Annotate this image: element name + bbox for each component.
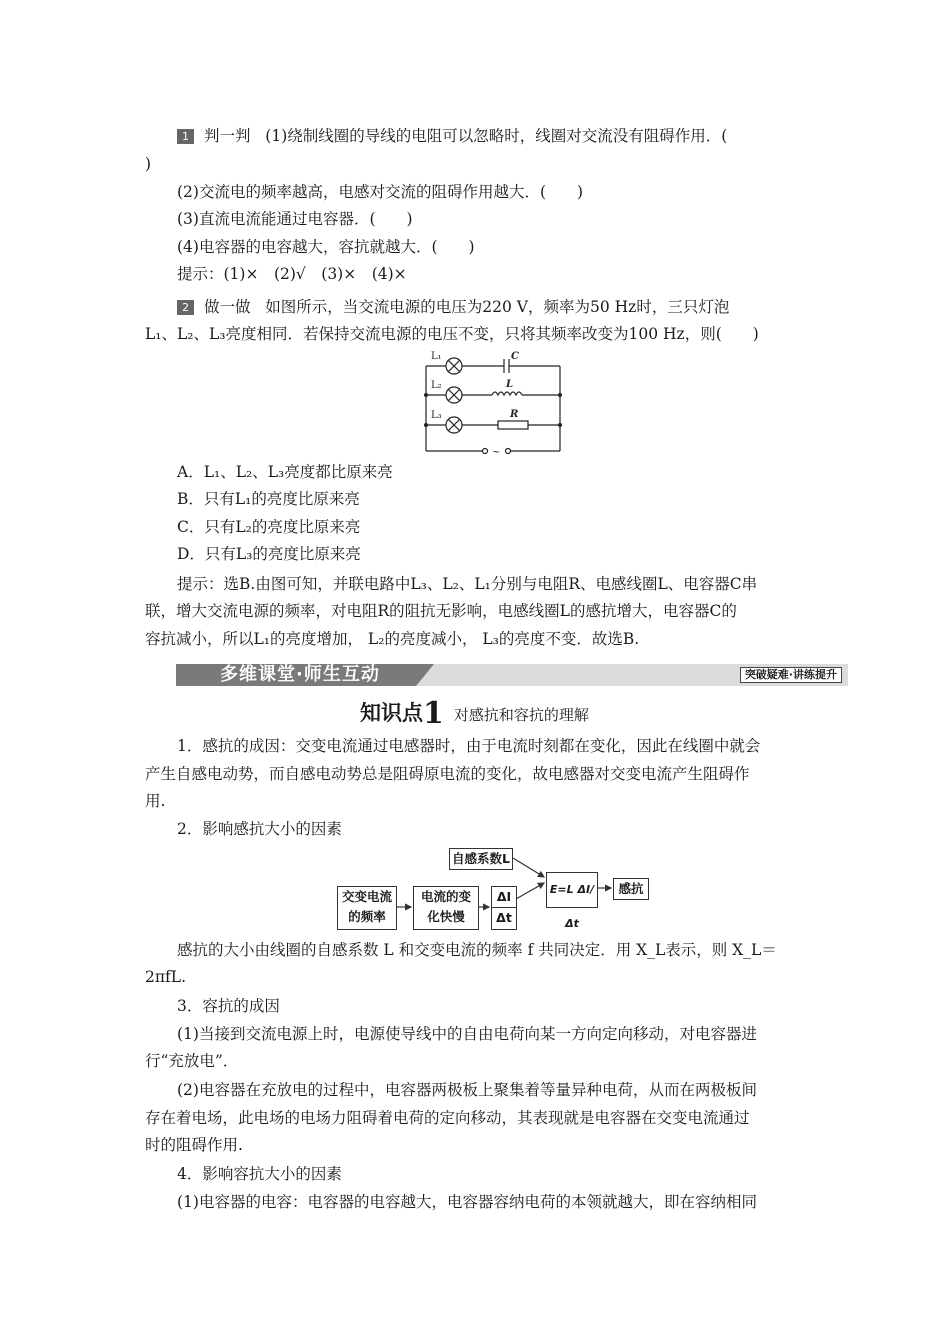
ac-source-label: ~ — [492, 447, 501, 458]
question-badge-icon: 2 — [177, 300, 194, 315]
banner-tag: 突破疑难·讲练提升 — [740, 667, 842, 683]
flow-di-dt: ΔI Δt — [491, 886, 517, 930]
option-c: C．只有L₂的亮度比原来亮 — [177, 518, 361, 536]
circuit-diagram — [420, 348, 570, 458]
judge-hint: 提示：(1)× (2)√ (3)× (4)× — [177, 265, 407, 283]
judge-question-1 — [177, 125, 727, 147]
s2-heading: 2．影响感抗大小的因素 — [177, 820, 342, 838]
answer-line-2: 联，增大交流电源的频率，对电阻R的阻抗无影响，电感线圈L的感抗增大，电容器C的 — [145, 602, 737, 620]
do-heading: 做一做 — [204, 298, 251, 316]
question-badge-icon: 1 — [177, 129, 194, 144]
s3-p2-line-2: 存在着电场，此电场的电场力阻碍着电荷的定向移动，其表现就是电容器在交变电流通过 — [145, 1109, 750, 1127]
do-text-1: 如图所示，当交流电源的电压为220 V，频率为50 Hz时，三只灯泡 — [265, 298, 730, 316]
knowledge-point-heading — [360, 696, 589, 731]
kp-number: 1 — [423, 696, 444, 731]
s1-line-2: 产生自感电动势，而自感电动势总是阻碍原电流的变化，故电感器对交变电流产生阻碍作 — [145, 765, 750, 783]
s3-p2-line-1: (2)电容器在充放电的过程中，电容器两极板上聚集着等量异种电荷，从而在两极板间 — [177, 1081, 757, 1099]
s1-line-3: 用. — [145, 792, 166, 810]
flow-ac-frequency: 交变电流 的频率 — [337, 886, 397, 930]
s2-text-2: 2πfL. — [145, 968, 187, 986]
kp-title: 对感抗和容抗的理解 — [453, 706, 589, 724]
judge-q1-text: (1)绕制线圈的导线的电阻可以忽略时，线圈对交流没有阻碍作用．( — [265, 127, 728, 145]
section-banner — [176, 664, 848, 686]
s3-p2-line-3: 时的阻碍作用. — [145, 1136, 243, 1154]
option-b: B．只有L₁的亮度比原来亮 — [177, 490, 360, 508]
flow-reactance: 感抗 — [613, 878, 649, 900]
judge-heading: 判一判 — [204, 127, 251, 145]
flow-emf-formula: E=L ΔI/Δt — [546, 872, 598, 908]
do-question-line1 — [177, 296, 729, 318]
banner-title: 多维课堂·师生互动 — [220, 664, 380, 685]
s4-p1-line-1: (1)电容器的电容：电容器的电容越大，电容器容纳电荷的本领就越大，即在容纳相同 — [177, 1193, 757, 1211]
resistor-label: R — [510, 409, 519, 420]
s3-p1-line-2: 行“充放电”． — [145, 1052, 239, 1070]
flow-self-inductance: 自感系数L — [449, 848, 513, 870]
s2-text-1: 感抗的大小由线圈的自感系数 L 和交变电流的频率 f 共同决定．用 X_L表示，则 X_L＝ — [177, 941, 777, 959]
s3-heading: 3．容抗的成因 — [177, 997, 280, 1015]
kp-label: 知识点 — [360, 701, 423, 725]
flow-arrows — [395, 845, 615, 925]
capacitor-label: C — [511, 351, 519, 362]
lamp-l3-label: L₃ — [431, 410, 442, 421]
judge-q1-tail: ) — [145, 155, 152, 173]
judge-q3: (3)直流电流能通过电容器．( ) — [177, 210, 413, 228]
lamp-l2-label: L₂ — [431, 380, 442, 391]
option-a: A．L₁、L₂、L₃亮度都比原来亮 — [177, 463, 393, 481]
lamp-l1-label: L₁ — [431, 351, 442, 362]
answer-line-3: 容抗减小，所以L₁的亮度增加， L₂的亮度减小， L₃的亮度不变．故选B. — [145, 630, 640, 648]
s1-line-1: 1．感抗的成因：交变电流通过电感器时，由于电流时刻都在变化，因此在线圈中就会 — [177, 737, 761, 755]
s3-p1-line-1: (1)当接到交流电源上时，电源使导线中的自由电荷向某一方向定向移动，对电容器进 — [177, 1025, 757, 1043]
judge-q4: (4)电容器的电容越大，容抗就越大．( ) — [177, 238, 475, 256]
do-question-line2: L₁、L₂、L₃亮度相同．若保持交流电源的电压不变，只将其频率改变为100 Hz，则( ) — [145, 325, 759, 343]
inductor-label: L — [506, 379, 514, 390]
option-d: D．只有L₃的亮度比原来亮 — [177, 545, 361, 563]
flow-current-change: 电流的变 化快慢 — [413, 886, 479, 930]
s4-heading: 4．影响容抗大小的因素 — [177, 1165, 342, 1183]
judge-q2: (2)交流电的频率越高，电感对交流的阻碍作用越大．( ) — [177, 183, 584, 201]
answer-line-1: 提示：选B.由图可知，并联电路中L₃、L₂、L₁分别与电阻R、电感线圈L、电容器C串 — [177, 575, 758, 593]
